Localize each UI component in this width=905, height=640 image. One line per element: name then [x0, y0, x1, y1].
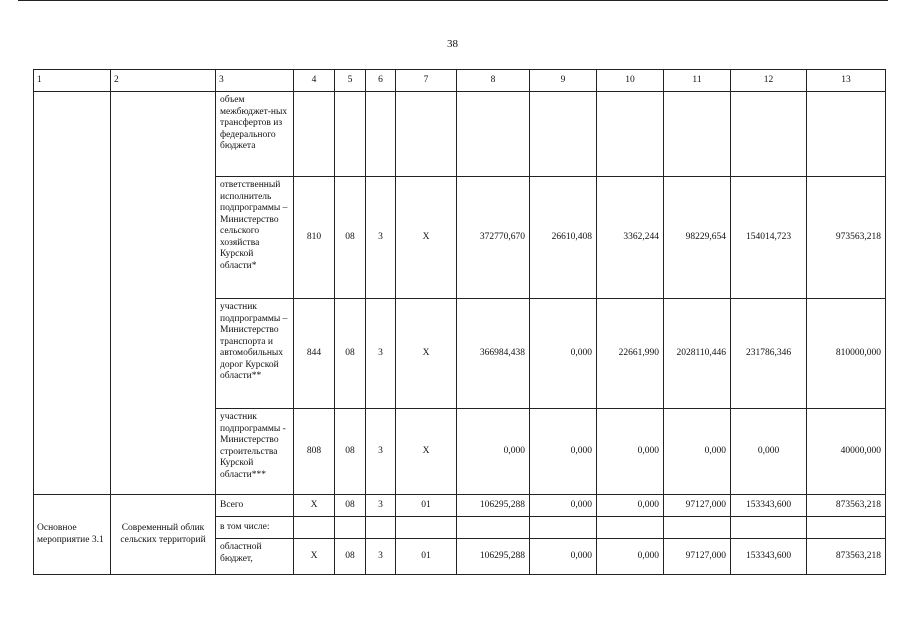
cell: [335, 92, 366, 177]
cell: 08: [335, 299, 366, 409]
cell: [731, 517, 807, 539]
row-label: участник подпрограммы - Министерство строительства Курской области***: [216, 409, 294, 495]
cell: Х: [294, 495, 335, 517]
cell: 98229,654: [664, 177, 731, 299]
row-label: объем межбюджет-ных трансфертов из федерального бюджета: [216, 92, 294, 177]
cell: 0,000: [664, 409, 731, 495]
cell: 3: [366, 299, 396, 409]
cell: [530, 517, 597, 539]
cell: 873563,218: [807, 495, 886, 517]
cell: [597, 92, 664, 177]
empty-cell: [111, 92, 216, 495]
cell: 3: [366, 409, 396, 495]
row-label: ответственный исполнитель подпрограммы – Министерство сельского хозяйства Курской области*: [216, 177, 294, 299]
row-label: Всего: [216, 495, 294, 517]
cell: 3: [366, 177, 396, 299]
cell: [396, 517, 457, 539]
cell: 808: [294, 409, 335, 495]
empty-cell: [34, 92, 111, 495]
cell: [335, 517, 366, 539]
cell: 973563,218: [807, 177, 886, 299]
cell: 0,000: [597, 409, 664, 495]
cell: [731, 92, 807, 177]
cell: [530, 92, 597, 177]
table-row: [34, 92, 886, 177]
cell: [807, 517, 886, 539]
cell: [366, 92, 396, 177]
cell: [457, 92, 530, 177]
cell: 0,000: [530, 409, 597, 495]
cell: 97127,000: [664, 539, 731, 575]
header-cell: 11: [664, 70, 731, 92]
cell: [294, 517, 335, 539]
measure-title: Современный облик сельских территорий: [111, 495, 216, 575]
cell: [294, 92, 335, 177]
cell: 97127,000: [664, 495, 731, 517]
top-rule: [18, 0, 888, 1]
cell: 153343,600: [731, 539, 807, 575]
cell: 0,000: [597, 539, 664, 575]
header-cell: 12: [731, 70, 807, 92]
header-cell: 9: [530, 70, 597, 92]
cell: 26610,408: [530, 177, 597, 299]
row-label: в том числе:: [216, 517, 294, 539]
header-cell: 1: [34, 70, 111, 92]
cell: [366, 517, 396, 539]
header-cell: 4: [294, 70, 335, 92]
header-cell: 13: [807, 70, 886, 92]
row-label: участник подпрограммы – Министерство транспорта и автомобильных дорог Курской области**: [216, 299, 294, 409]
cell: 873563,218: [807, 539, 886, 575]
cell: 0,000: [530, 299, 597, 409]
cell: 01: [396, 539, 457, 575]
cell: 08: [335, 539, 366, 575]
cell: 0,000: [731, 409, 807, 495]
header-row: [34, 70, 886, 92]
header-cell: 6: [366, 70, 396, 92]
cell: [664, 92, 731, 177]
cell: 2028110,446: [664, 299, 731, 409]
cell: 0,000: [597, 495, 664, 517]
cell: [396, 92, 457, 177]
row-label: областной бюджет,: [216, 539, 294, 575]
cell: [664, 517, 731, 539]
budget-table: [33, 69, 886, 575]
cell: 22661,990: [597, 299, 664, 409]
cell: [597, 517, 664, 539]
header-cell: 8: [457, 70, 530, 92]
cell: [457, 517, 530, 539]
cell: 0,000: [530, 539, 597, 575]
cell: Х: [396, 409, 457, 495]
header-cell: 3: [216, 70, 294, 92]
cell: 231786,346: [731, 299, 807, 409]
page-number: 38: [447, 38, 458, 50]
cell: 3: [366, 495, 396, 517]
cell: 0,000: [457, 409, 530, 495]
cell: 3: [366, 539, 396, 575]
cell: 08: [335, 177, 366, 299]
cell: [807, 92, 886, 177]
cell: 844: [294, 299, 335, 409]
header-cell: 7: [396, 70, 457, 92]
cell: Х: [396, 177, 457, 299]
cell: 372770,670: [457, 177, 530, 299]
cell: 3362,244: [597, 177, 664, 299]
cell: 106295,288: [457, 539, 530, 575]
cell: 40000,000: [807, 409, 886, 495]
cell: Х: [294, 539, 335, 575]
header-cell: 10: [597, 70, 664, 92]
header-cell: 5: [335, 70, 366, 92]
cell: 0,000: [530, 495, 597, 517]
cell: 810: [294, 177, 335, 299]
cell: Х: [396, 299, 457, 409]
table-row: [34, 495, 886, 517]
header-cell: 2: [111, 70, 216, 92]
cell: 08: [335, 495, 366, 517]
cell: 810000,000: [807, 299, 886, 409]
cell: 153343,600: [731, 495, 807, 517]
cell: 08: [335, 409, 366, 495]
measure-name: Основное мероприятие 3.1: [34, 495, 111, 575]
cell: 01: [396, 495, 457, 517]
cell: 366984,438: [457, 299, 530, 409]
cell: 106295,288: [457, 495, 530, 517]
cell: 154014,723: [731, 177, 807, 299]
